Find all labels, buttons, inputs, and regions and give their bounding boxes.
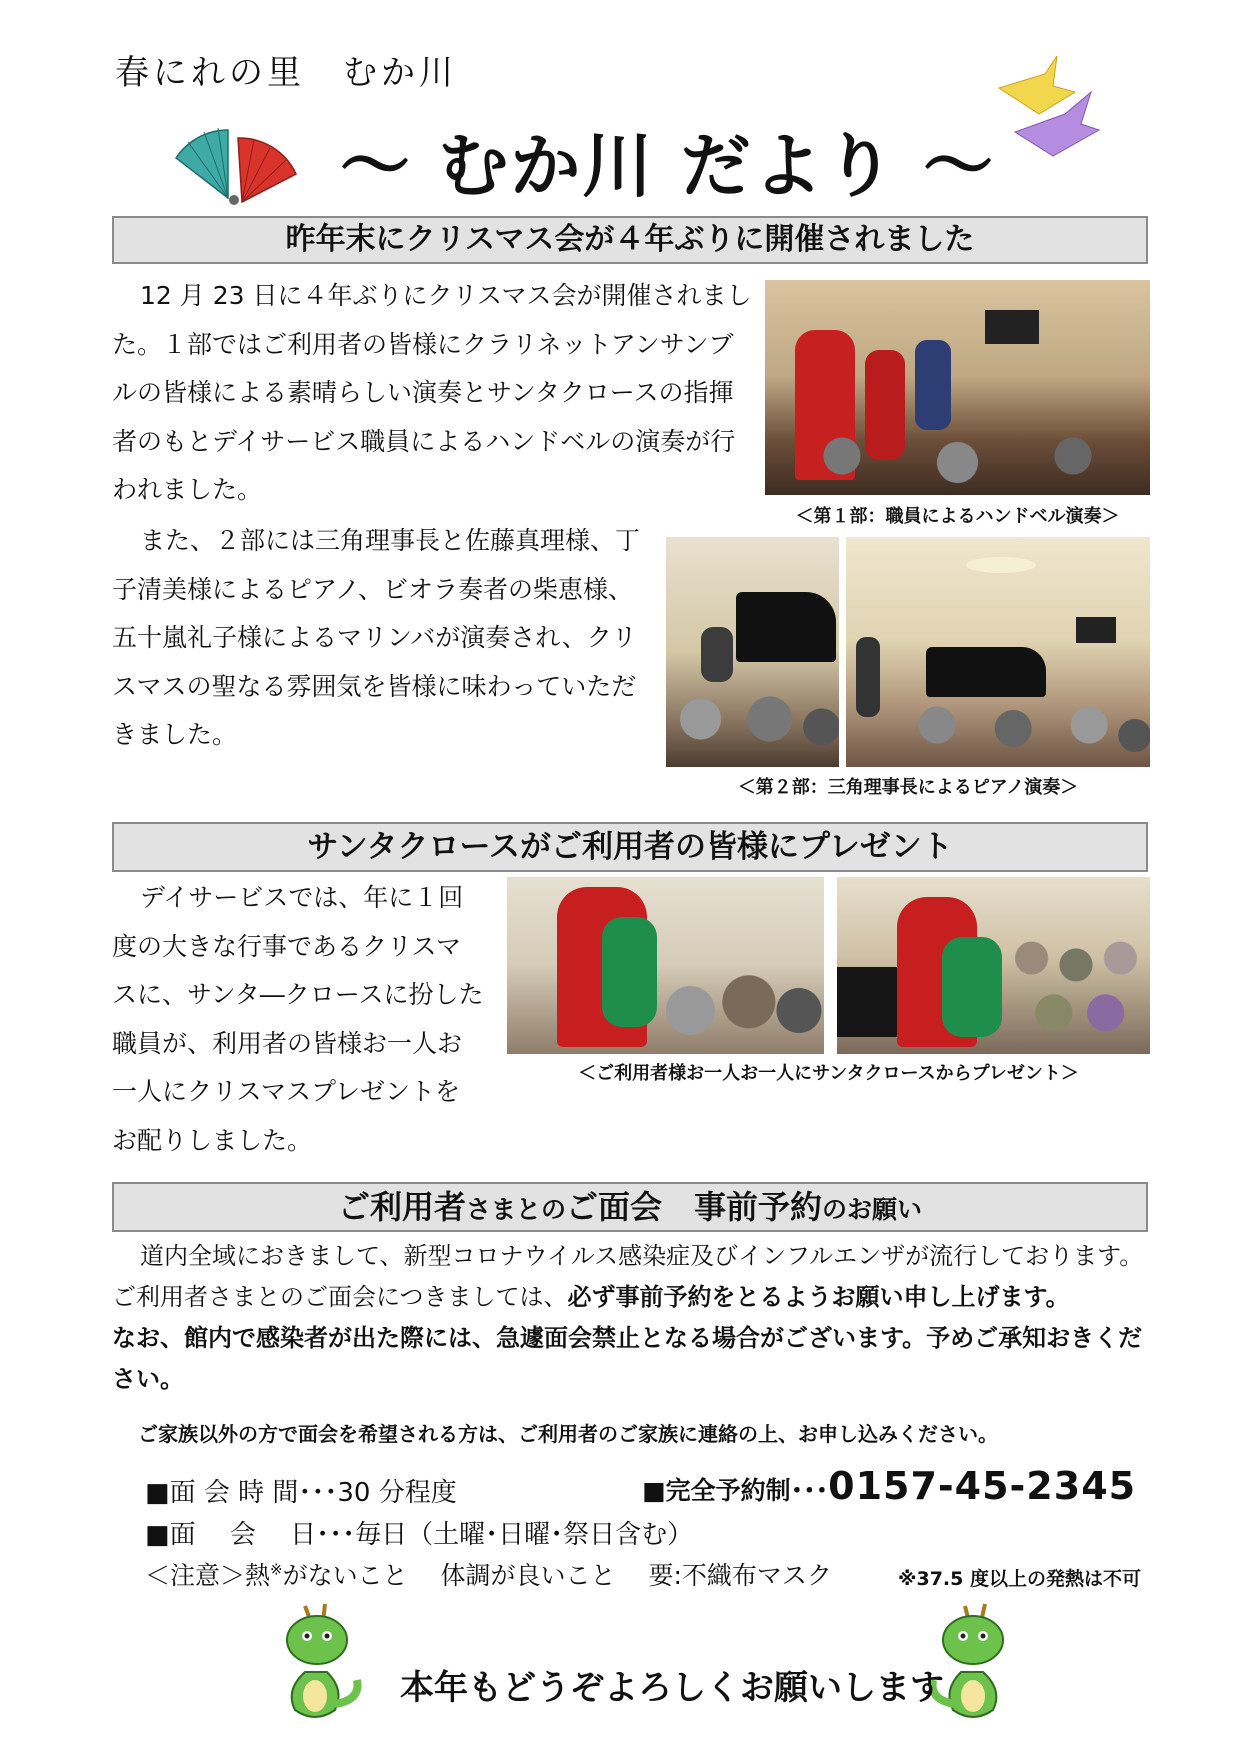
reservation-info [642,1464,1136,1508]
caution-rest: がないこと 体調が良いこと 要:不織布マスク [282,1561,832,1590]
visit-notice-line2 [112,1277,1162,1318]
section1-paragraph2 [112,517,647,760]
phone-number: 0157-45-2345 [828,1464,1137,1508]
photo-audience [765,430,1150,495]
dragon-left-icon [265,1600,375,1730]
caution-prefix: ＜注意＞熱 [145,1561,271,1590]
section-heading-visit-reservation [112,1182,1148,1232]
photo-audience [846,697,1150,767]
family-note: ご家族以外の方で面会を希望される方は、ご利用者のご家族に連絡の上、お申し込みください。 [138,1422,998,1446]
photo-present-bag [602,917,657,1027]
santa-present-text: デイサービスでは、年に１回度の大きな行事であるクリスマスに、サンタ―クロースに扮した職員が、利用者の皆様お一人お一人にクリスマスプレゼントをお配りしました。 [112,883,484,1155]
photo-piano [837,967,897,1037]
heading-part: さまとの [465,1195,566,1224]
caution-line [145,1556,832,1592]
visit-time: ■面 会 時 間･･･30 分程度 [145,1478,457,1508]
visit-notice-line1: 道内全域におきまして、新型コロナウイルス感染症及びインフルエンザが流行しております。 [140,1242,1144,1270]
visit-days: ■面 会 日･･･毎日（土曜･日曜･祭日含む） [145,1520,694,1550]
fever-note: ※37.5 度以上の発熱は不可 [898,1568,1141,1590]
photo-grand-piano [736,592,836,662]
handbell-performance-photo [765,280,1150,495]
folding-fans-icon [168,118,302,210]
heading-part: ご利用者 [337,1188,466,1226]
visit-notice-normal: ご利用者さまとのご面会につきましては、 [112,1283,568,1311]
caption-part2: ＜第２部：三角理事長によるピアノ演奏＞ [737,777,1079,798]
visit-notice-emphasis: 必ず事前予約をとるようお願い申し上げます。 [567,1283,1070,1311]
origami-crane-icon [995,52,1103,162]
christmas-party-text-1: 12 月 23 日に４年ぶりにクリスマス会が開催されました。１部ではご利用者の皆様にクラリネットアンサンブルの皆様による素晴らしい演奏とサンタクロースの指揮者のもとデイサービス職員によるハンドベルの演奏が行われました。 [112,281,752,504]
organization-name: 春にれの里 むか川 [115,53,457,93]
closing-message: 本年もどうぞよろしくお願いします [400,1668,944,1708]
caption-part1: ＜第１部：職員によるハンドベル演奏＞ [795,506,1120,527]
dragon-right-icon [915,1600,1025,1730]
heading-part: ご面会 事前予約 [566,1188,823,1226]
photo-pianist [701,627,733,682]
piano-performance-photo-2 [846,537,1150,767]
visit-notice [112,1236,1162,1400]
santa-present-photo-1 [507,877,824,1054]
section2-paragraph [112,874,484,1165]
photo-tv [1076,617,1116,643]
photo-audience [657,967,824,1054]
piano-performance-photo-1 [666,537,839,767]
newsletter-title: ～ むか川 だより ～ [340,125,996,207]
photo-tv [985,310,1039,344]
caution-mark: ※ [270,1560,283,1579]
santa-present-photo-2 [837,877,1150,1054]
section-heading-christmas-party: 昨年末にクリスマス会が４年ぶりに開催されました [112,216,1148,264]
photo-ceiling-light [966,557,1036,573]
heading-part: のお願い [822,1195,923,1224]
photo-performer [915,340,951,430]
photo-audience [1002,917,1150,1054]
reservation-label: ■完全予約制･･･ [642,1476,829,1505]
photo-audience [666,687,839,767]
caption-santa-present: ＜ご利用者様お一人お一人にサンタクロースからプレゼント＞ [578,1063,1079,1084]
photo-grand-piano [926,647,1046,697]
section-heading-santa-present: サンタクロースがご利用者の皆様にプレゼント [112,822,1148,872]
christmas-party-text-2: また、２部には三角理事長と佐藤真理様、丁子清美様によるピアノ、ビオラ奏者の柴恵様、五十嵐礼子様によるマリンバが演奏され、クリスマスの聖なる雰囲気を皆様に味わっていただきました。 [112,526,641,749]
section1-paragraph1 [112,272,752,515]
photo-present-bag [942,937,1002,1037]
visit-notice-line3: なお、館内で感染者が出た際には、急遽面会禁止となる場合がございます。予めご承知おきください。 [112,1324,1143,1393]
